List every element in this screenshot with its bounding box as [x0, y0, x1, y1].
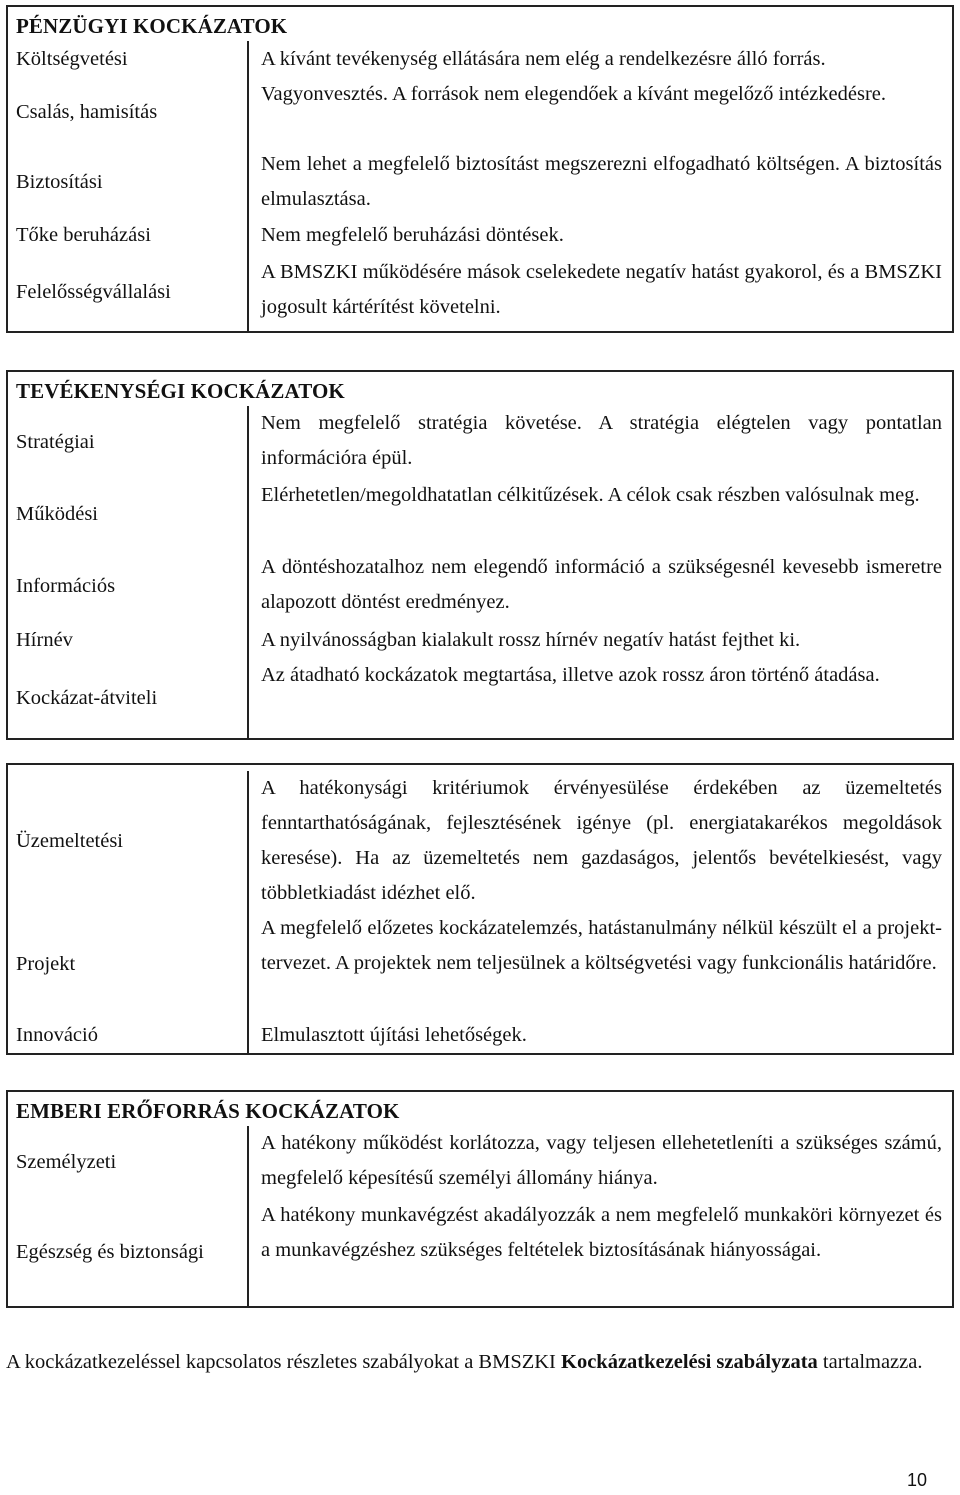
row-label: Személyzeti	[8, 1126, 249, 1198]
row-text: A megfelelő előzetes kockázatelemzés, hatástanulmány nélkül készült el a projekt-tervezet. A projektek nem teljesülnek a költségvetési vagy funkcionális határidőre.	[261, 917, 942, 974]
row-text: A döntéshozatalhoz nem elegendő információ a szükségesnél kevesebb ismeretre alapozott döntést eredményez.	[261, 556, 942, 613]
row-label: Projekt	[8, 911, 249, 1017]
table-row	[8, 253, 952, 331]
table-row	[8, 147, 952, 217]
row-label: Üzemeltetési	[8, 771, 249, 911]
row-text: Nem lehet a megfelelő biztosítást megszerezni elfogadható költségen. A biztosítás elmulasztása.	[261, 153, 942, 210]
row-label: Kockázat-átviteli	[8, 658, 249, 738]
table-row	[8, 765, 952, 911]
table-row	[8, 658, 952, 738]
table-row	[8, 1017, 952, 1053]
row-label: Stratégiai	[8, 406, 249, 478]
row-text: A nyilvánosságban kialakult rossz hírnév negatív hatást fejthet ki.	[261, 628, 801, 651]
row-label: Egészség és biztonsági	[8, 1198, 249, 1306]
row-label: Költségvetési	[8, 41, 249, 77]
table-row	[8, 911, 952, 1017]
table-row	[8, 217, 952, 253]
table-row	[8, 478, 952, 550]
table-row	[8, 406, 952, 478]
row-label: Innováció	[8, 1017, 249, 1053]
row-label: Hírnév	[8, 622, 249, 658]
row-text: Az átadható kockázatok megtartása, illetve azok rossz áron történő átadása.	[261, 664, 880, 686]
closing-text-start: A kockázatkezeléssel kapcsolatos részletes szabályokat a BMSZKI	[6, 1351, 562, 1373]
row-label: Információs	[8, 550, 249, 622]
row-text: A BMSZKI működésére mások cselekedete negatív hatást gyakorol, és a BMSZKI jogosult kártérítést követelni.	[261, 261, 942, 318]
table-title: TEVÉKENYSÉGI KOCKÁZATOK	[16, 379, 345, 403]
row-label: Felelősségvállalási	[8, 253, 249, 331]
table-row	[8, 77, 952, 147]
financial-risks-table	[6, 5, 954, 333]
row-text: Nem megfelelő stratégia követése. A stratégia elégtelen vagy pontatlan információra épül.	[261, 412, 942, 469]
operational-risks-continued-table	[6, 763, 954, 1055]
row-text: A hatékonysági kritériumok érvényesülése érdekében az üzemeltetés fenntarthatóságának, fejlesztésének igénye (pl. energiatakarékos megoldások keresése). Ha az üzemeltetés nem gazdaságos, jelentős bevételkiesést, vagy többletkiadást idézhet elő.	[261, 777, 942, 904]
regulation-title: Kockázatkezelési szabályzata	[561, 1351, 818, 1373]
closing-paragraph	[6, 1345, 924, 1380]
page-number: 10	[906, 1470, 927, 1490]
table-row	[8, 550, 952, 622]
row-text: Nem megfelelő beruházási döntések.	[261, 223, 564, 246]
table-row	[8, 1126, 952, 1198]
table-row	[8, 41, 952, 77]
closing-text-end: tartalmazza.	[817, 1351, 923, 1373]
row-text: A hatékony működést korlátozza, vagy teljesen ellehetetleníti a szükséges számú, megfelelő képesítésű személyi állomány hiánya.	[261, 1132, 942, 1189]
table-title: PÉNZÜGYI KOCKÁZATOK	[16, 14, 288, 38]
table-row	[8, 622, 952, 658]
row-label: Biztosítási	[8, 147, 249, 217]
row-text: Elmulasztott újítási lehetőségek.	[261, 1023, 527, 1046]
row-text: A hatékony munkavégzést akadályozzák a nem megfelelő munkaköri környezet és a munkavégzéshez szükséges feltételek biztosításának hiányosságai.	[261, 1204, 942, 1261]
row-text: Elérhetetlen/megoldhatatlan célkitűzések. A célok csak részben valósulnak meg.	[261, 484, 920, 506]
table-row	[8, 1198, 952, 1306]
operational-risks-table	[6, 370, 954, 740]
row-text: A kívánt tevékenység ellátására nem elég a rendelkezésre álló forrás.	[261, 47, 826, 70]
row-label: Csalás, hamisítás	[8, 77, 249, 147]
row-label: Működési	[8, 478, 249, 550]
row-text: Vagyonvesztés. A források nem elegendőek a kívánt megelőző intézkedésre.	[261, 83, 887, 105]
hr-risks-table	[6, 1090, 954, 1308]
table-title: EMBERI ERŐFORRÁS KOCKÁZATOK	[16, 1099, 400, 1123]
row-label: Tőke beruházási	[8, 217, 249, 253]
